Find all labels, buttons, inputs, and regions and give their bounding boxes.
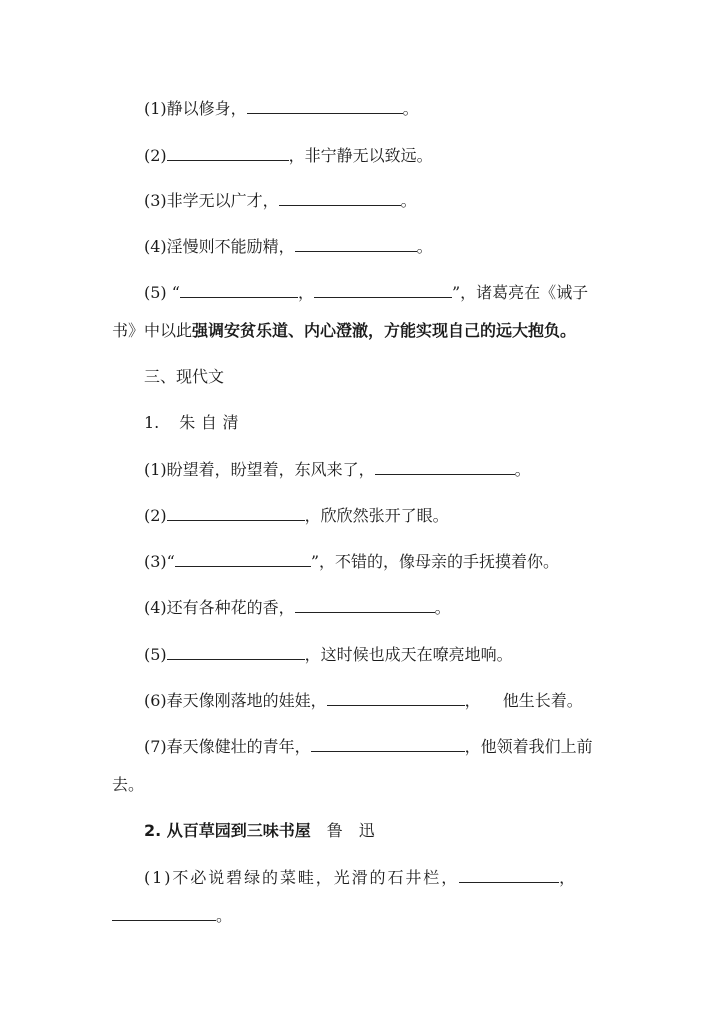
answer-blank[interactable] (247, 98, 403, 114)
question-text: 。 (434, 598, 451, 617)
question-line (112, 905, 620, 927)
question-text: (4)淫慢则不能励精， (144, 237, 295, 256)
question-line (112, 320, 620, 342)
answer-blank[interactable] (295, 597, 435, 613)
question-line (144, 459, 620, 481)
question-line (144, 236, 620, 258)
question-line (144, 690, 620, 712)
question-text: (2) (144, 506, 167, 525)
question-text: ，这时候也成天在嘹亮地响。 (304, 645, 513, 664)
question-text: (3)非学无以广才， (144, 191, 279, 210)
answer-blank[interactable] (167, 644, 305, 660)
question-text: 。 (400, 191, 417, 210)
question-text: 书》中以此 (112, 321, 193, 340)
answer-blank[interactable] (167, 145, 289, 161)
question-text: (4)还有各种花的香， (144, 598, 295, 617)
question-text: (1)盼望着，盼望着，东风来了， (144, 460, 375, 479)
question-text: 。 (216, 906, 233, 925)
item-heading (144, 820, 620, 842)
question-text: ”，不错的，像母亲的手抚摸着你。 (310, 552, 560, 571)
item-title: 2. 从百草园到三味书屋 (144, 821, 311, 840)
question-text: ， (464, 691, 481, 710)
question-line (144, 505, 620, 527)
question-text: ，非宁静无以致远。 (288, 146, 433, 165)
question-line (144, 736, 620, 758)
question-text: (6)春天像刚落地的娃娃， (144, 691, 327, 710)
question-line (144, 98, 620, 120)
answer-blank[interactable] (175, 551, 311, 567)
section-heading: 三、现代文 (144, 367, 225, 386)
answer-blank[interactable] (459, 867, 559, 883)
question-text: (2) (144, 146, 167, 165)
answer-blank[interactable] (375, 459, 515, 475)
question-text: ，欣欣然张开了眼。 (304, 506, 449, 525)
question-text: 去。 (112, 775, 145, 794)
question-text: ”，诸葛亮在《诫子 (451, 283, 589, 302)
question-text: 。 (514, 460, 531, 479)
question-line (144, 867, 620, 889)
question-text: (3)“ (144, 552, 175, 571)
item-heading (144, 412, 620, 434)
question-line (144, 644, 620, 666)
item-number: 1. (144, 413, 160, 432)
answer-blank[interactable] (279, 190, 401, 206)
question-text: 。 (402, 99, 419, 118)
question-text: 。 (416, 237, 433, 256)
question-line (144, 597, 620, 619)
question-line (144, 190, 620, 212)
question-text: 强调安贫乐道、内心澄澈，方能实现自己的远大抱负。 (192, 321, 577, 340)
question-text: ， (297, 283, 314, 302)
answer-blank[interactable] (112, 905, 216, 921)
item-title: 朱自清 (179, 413, 245, 432)
question-text: (5) “ (144, 283, 180, 302)
item-author: 鲁 迅 (326, 821, 375, 840)
question-text: (1)不必说碧绿的菜畦，光滑的石井栏， (144, 868, 460, 887)
answer-blank[interactable] (314, 282, 452, 298)
question-text: ，他领着我们上前 (464, 737, 593, 756)
question-line (112, 774, 620, 796)
answer-blank[interactable] (167, 505, 305, 521)
answer-blank[interactable] (295, 236, 417, 252)
question-text: (5) (144, 645, 167, 664)
answer-blank[interactable] (180, 282, 298, 298)
question-text: (1)静以修身， (144, 99, 247, 118)
question-text: (7)春天像健壮的青年， (144, 737, 311, 756)
question-line (144, 145, 620, 167)
question-text: 他生长着。 (502, 691, 583, 710)
question-line (144, 551, 620, 573)
answer-blank[interactable] (311, 736, 465, 752)
answer-blank[interactable] (327, 690, 465, 706)
question-line (144, 282, 620, 304)
question-text: ， (559, 868, 578, 887)
